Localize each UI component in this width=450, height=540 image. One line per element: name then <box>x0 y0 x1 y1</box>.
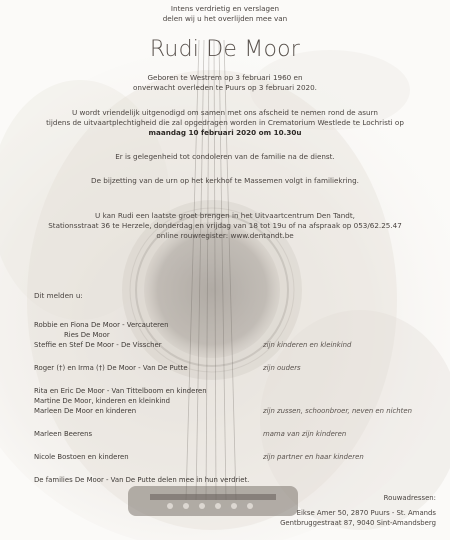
ceremony-date: maandag 10 februari 2020 om 10.30u <box>148 128 302 137</box>
family-member: Ries De Moor <box>64 331 110 339</box>
family-member: Martine De Moor, kinderen en kleinkind <box>34 397 170 405</box>
family-member: Steffie en Stef De Moor - De Visscher <box>34 341 162 349</box>
family-member: Roger (†) en Irma (†) De Moor - Van De Putte <box>34 364 188 372</box>
family-relation: zijn partner en haar kinderen <box>263 453 364 461</box>
family-relation: zijn zussen, schoonbroer, neven en nichten <box>263 407 412 415</box>
visitation-line-1: U kan Rudi een laatste groet brengen in het Uitvaartcentrum Den Tandt, <box>95 211 355 220</box>
family-member: Rita en Eric De Moor - Van Tittelboom en kinderen <box>34 387 207 395</box>
family-relation: zijn kinderen en kleinkind <box>263 341 352 349</box>
farewell-line-1: U wordt vriendelijk uitgenodigd om samen met ons afscheid te nemen rond de asurn <box>72 108 378 117</box>
announce-heading: Dit melden u: <box>34 291 83 300</box>
birth-line: Geboren te Westrem op 3 februari 1960 en <box>147 73 303 82</box>
address-line-2: Gentbruggestraat 87, 9040 Sint-Amandsberg <box>280 519 436 527</box>
family-relation: zijn ouders <box>263 364 301 372</box>
farewell-line-2: tijdens de uitvaartplechtigheid die zal opgedragen worden in Crematorium Westlede te Lochristi op <box>46 118 404 127</box>
obituary-text: Intens verdrietig en verslagen delen wij u het overlijden mee van Rudi De Moor Geboren te Westrem op 3 februari 1960 en onverwacht overleden te Puurs op 3 februari 2020. U wordt vriendelijk uitgenodigd om samen met ons afscheid te nemen rond de asurn tijdens de uitvaartplechtigheid die zal opgedragen worden in Crematorium Westlede te Lochristi op maandag 10 februari 2020 om 10.30u Er is gelegenheid tot condoleren van de familie na de dienst. De bijzetting van de urn op het kerkhof te Massemen volgt in familiekring. U kan Rudi een laatste groet brengen in het Uitvaartcentrum Den Tandt, Stationsstraat 36 te Herzele, donderdag en vrijdag van 18 tot 19u of na afspraak op 053/62.25.47 online rouwregister: www.dentandt.be Dit melden u: Robbie en Fiona De Moor - Vercauteren Ries De Moor Steffie en Stef De Moor - De Visscher zijn kinderen en kleinkind Roger (†) en Irma (†) De Moor - Van De Putte zijn ouders Rita en Eric De Moor - Van Tittelboom en kinderen Martine De Moor, kinderen en kleinkind Marleen De Moor en kinderen zijn zussen, schoonbroer, neven en nichten Marleen Beerens mama van zijn kinderen Nicole Bostoen en kinderen zijn partner en haar kinderen De families De Moor - Van De Putte delen mee in hun verdriet. Rouwadressen: Eikse Amer 50, 2870 Puurs - St. Amands Gentbruggestraat 87, 9040 Sint-Amandsberg <box>0 0 450 540</box>
urn-note: De bijzetting van de urn op het kerkhof te Massemen volgt in familiekring. <box>91 176 359 185</box>
address-line-1: Eikse Amer 50, 2870 Puurs - St. Amands <box>296 509 436 517</box>
death-line: onverwacht overleden te Puurs op 3 februari 2020. <box>133 83 317 92</box>
condolence-note: Er is gelegenheid tot condoleren van de familie na de dienst. <box>115 152 335 161</box>
family-member: Marleen Beerens <box>34 430 93 438</box>
family-relation: mama van zijn kinderen <box>263 430 347 438</box>
family-member: Robbie en Fiona De Moor - Vercauteren <box>34 321 169 329</box>
family-member: Nicole Bostoen en kinderen <box>34 453 129 461</box>
intro-line-1: Intens verdrietig en verslagen <box>170 4 280 13</box>
visitation-line-2: Stationsstraat 36 te Herzele, donderdag en vrijdag van 18 tot 19u of na afspraak op 053/62.25.47 <box>48 221 402 230</box>
addresses-heading: Rouwadressen: <box>383 494 436 502</box>
family-member: Marleen De Moor en kinderen <box>34 407 137 415</box>
deceased-name: Rudi De Moor <box>149 37 301 62</box>
intro-line-2: delen wij u het overlijden mee van <box>162 14 288 23</box>
register-link[interactable]: online rouwregister: www.dentandt.be <box>156 231 294 240</box>
